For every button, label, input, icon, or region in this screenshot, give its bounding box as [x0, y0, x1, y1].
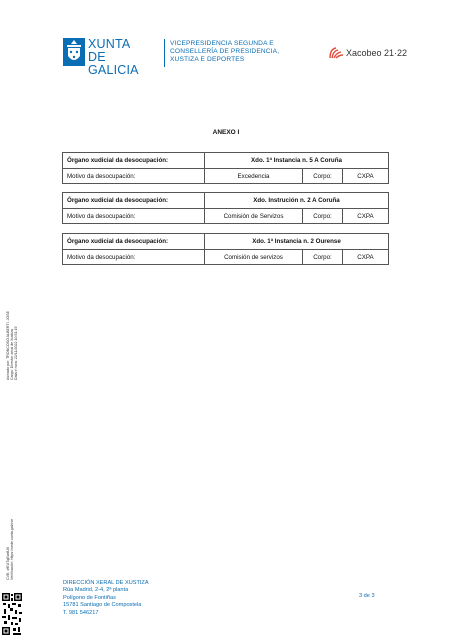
footer-line: 15781 Santiago de Compostela [63, 602, 142, 609]
document-title: ANEXO I [212, 129, 240, 136]
page-number: 3 de 3 [359, 593, 375, 599]
department-line: VICEPRESIDENCIA SEGUNDA E [170, 40, 274, 47]
reason-value: Comisión de Servizos [205, 209, 303, 223]
reason-value: Comisión de servizos [205, 250, 303, 264]
footer-line: Rúa Madrid, 2-4, 2ª planta [63, 587, 129, 594]
signature-line: Cargo: Director xeral de Xustiza [10, 329, 15, 380]
reason-row [63, 208, 388, 223]
court-name: Xdo. 1ª Instancia n. 2 Ourense [252, 238, 341, 245]
corps-label: Corpo: [303, 250, 343, 264]
footer-line: DIRECCIÓN XERAL DE XUSTIZA [63, 580, 149, 586]
vacancy-table [62, 233, 389, 265]
xunta-wordmark [88, 38, 159, 77]
reason-value: Excedencia [205, 169, 303, 183]
signature-block [6, 311, 19, 380]
footer-address [63, 580, 149, 617]
xacobeo-text: Xacobeo 21·22 [346, 48, 408, 58]
department-line: XUSTIZA E DEPORTES [170, 56, 245, 63]
galicia-emblem-icon [63, 38, 85, 66]
court-row [63, 193, 388, 208]
court-name: Xdo. Instrución n. 2 A Coruña [253, 197, 340, 204]
reason-row [63, 249, 388, 264]
signature-line: Asinado por: TRONCOSO ALBERTI, JOSE [6, 311, 10, 380]
vacancy-table [62, 152, 389, 184]
court-row [63, 234, 388, 249]
court-label: Órgano xudicial da desocupación: [63, 193, 205, 208]
court-label: Órgano xudicial da desocupación: [63, 234, 205, 249]
corps-label: Corpo: [303, 209, 343, 223]
signature-line: Data e hora: 22/11/2022 10:51:19 [14, 326, 19, 380]
court-name: Xdo. 1ª Instancia n. 5 A Coruña [251, 157, 342, 164]
verification-block [6, 519, 14, 580]
reason-label: Motivo da desocupación: [63, 209, 205, 223]
department-line: CONSELLERÍA DE PRESIDENCIA, [170, 48, 280, 55]
footer-line: T. 981 546217 [63, 609, 99, 616]
corps-label: Corpo: [303, 169, 343, 183]
footer-line: Polígono de Fontiñas [63, 594, 116, 601]
xacobeo-shell-icon [328, 46, 344, 60]
corps-value: CXPA [357, 212, 374, 220]
header-divider [164, 39, 165, 67]
court-row [63, 153, 388, 168]
department-name [170, 40, 279, 64]
corps-value: CXPA [357, 172, 374, 180]
reason-label: Motivo da desocupación: [63, 250, 205, 264]
qr-code-icon [1, 592, 23, 636]
reason-row [63, 168, 388, 183]
vacancy-table [62, 192, 389, 224]
verification-url: Verificación: https://sede.xunta.gal/cve [10, 518, 15, 580]
xunta-logo [63, 37, 159, 77]
logo-line-1: XUNTA [88, 37, 131, 51]
xacobeo-logo [328, 46, 407, 60]
corps-value: CXPA [357, 253, 374, 261]
verification-code: CVE: xfEUTqEwdU6 [6, 547, 10, 580]
logo-line-2: DE GALICIA [88, 50, 139, 77]
reason-label: Motivo da desocupación: [63, 169, 205, 183]
court-label: Órgano xudicial da desocupación: [63, 153, 205, 168]
